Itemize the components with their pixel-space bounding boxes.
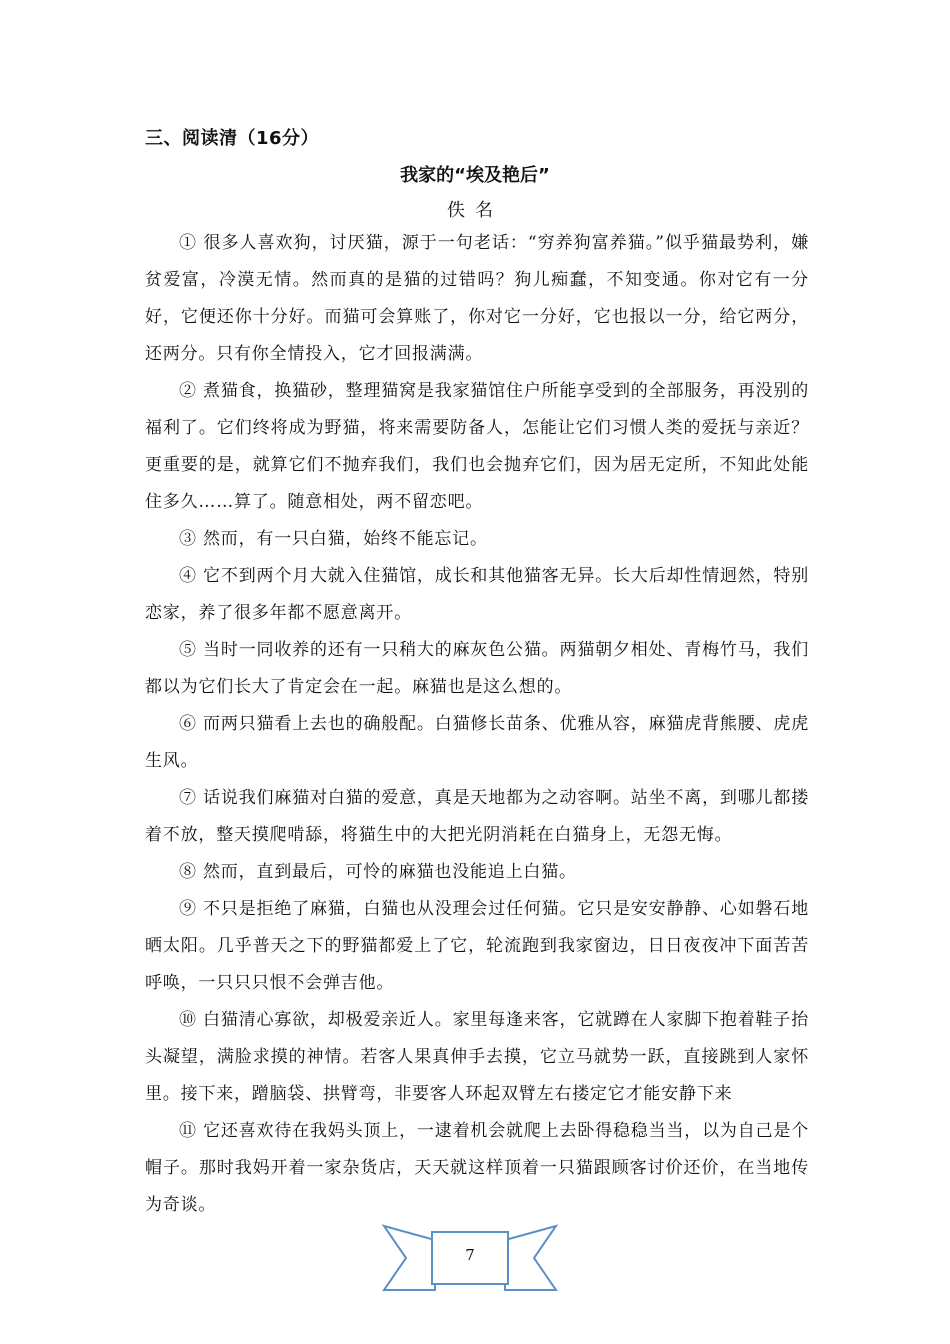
article-title: 我家的“埃及艳后” [400, 165, 550, 186]
paragraph: ⑧ 然而，直到最后，可怜的麻猫也没能追上白猫。 [179, 862, 577, 882]
paragraph: ⑩ 白猫清心寡欲，却极爱亲近人。家里每逢来客，它就蹲在人家脚下抱着鞋子抬头凝望，满脸求摸的神情。若客人果真伸手去摸，它立马就势一跃，直接跳到人家怀里。接下来，蹭脑袋、拱臂弯，非要客人环起双臂左右搂定它才能安静下来 [145, 1010, 809, 1104]
article-author: 佚名 [447, 200, 503, 221]
paragraph: ⑪ 它还喜欢待在我妈头顶上，一逮着机会就爬上去卧得稳稳当当，以为自己是个帽子。那时我妈开着一家杂货店，天天就这样顶着一只猫跟顾客讨价还价，在当地传为奇谈。 [145, 1121, 809, 1215]
page-footer [380, 1218, 560, 1308]
article-body [145, 225, 809, 1224]
paragraph: ⑥ 而两只猫看上去也的确般配。白猫修长苗条、优雅从容，麻猫虎背熊腰、虎虎生风。 [145, 714, 809, 771]
paragraph: ④ 它不到两个月大就入住猫馆，成长和其他猫客无异。长大后却性情迥然，特别恋家，养了很多年都不愿意离开。 [145, 566, 809, 623]
paragraph: ⑤ 当时一同收养的还有一只稍大的麻灰色公猫。两猫朝夕相处、青梅竹马，我们都以为它们长大了肯定会在一起。麻猫也是这么想的。 [145, 640, 809, 697]
page-number: 7 [465, 1246, 475, 1264]
paragraph: ⑨ 不只是拒绝了麻猫，白猫也从没理会过任何猫。它只是安安静静、心如磐石地晒太阳。几乎普天之下的野猫都爱上了它，轮流跑到我家窗边，日日夜夜冲下面苦苦呼唤，一只只只恨不会弹吉他。 [145, 899, 809, 993]
paragraph: ① 很多人喜欢狗，讨厌猫，源于一句老话：“穷养狗富养猫。”似乎猫最势利，嫌贫爱富，冷漠无情。然而真的是猫的过错吗？狗儿痴蠢，不知变通。你对它有一分好，它便还你十分好。而猫可会算账了，你对它一分好，它也报以一分，给它两分，还两分。只有你全情投入，它才回报满满。 [145, 233, 809, 364]
section-heading: 三、阅读清（16分） [145, 128, 320, 149]
paragraph: ② 煮猫食，换猫砂，整理猫窝是我家猫馆住户所能享受到的全部服务，再没别的福利了。它们终将成为野猫，将来需要防备人，怎能让它们习惯人类的爱抚与亲近？更重要的是，就算它们不抛弃我们，我们也会抛弃它们，因为居无定所，不知此处能住多久……算了。随意相处，两不留恋吧。 [145, 381, 809, 512]
paragraph: ⑦ 话说我们麻猫对白猫的爱意，真是天地都为之动容啊。站坐不离，到哪儿都搂着不放，整天摸爬啃舔，将猫生中的大把光阴消耗在白猫身上，无怨无悔。 [145, 788, 809, 845]
paragraph: ③ 然而，有一只白猫，始终不能忘记。 [179, 529, 488, 549]
